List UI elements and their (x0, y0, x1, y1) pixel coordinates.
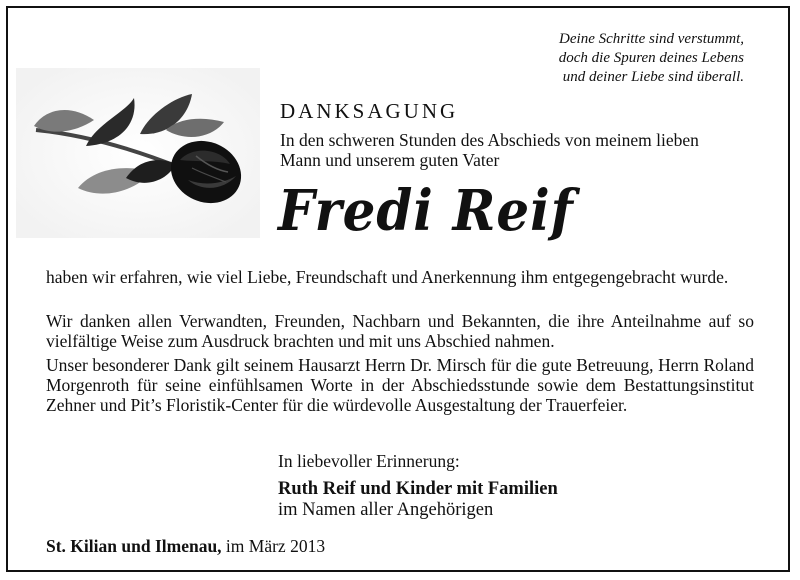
rose-image (16, 68, 260, 238)
date-text: im März 2013 (225, 536, 326, 556)
paragraph-thanks: haben wir erfahren, wie viel Liebe, Freundschaft und Anerkennung ihm entgegengebracht wurde. (46, 267, 729, 287)
place-name: St. Kilian und Ilmenau, (46, 536, 222, 556)
intro-line: Mann und unserem guten Vater (280, 150, 500, 170)
deceased-name: Fredi Reif (278, 178, 574, 244)
signers-subline: im Namen aller Angehörigen (278, 500, 494, 520)
place-date-line (46, 536, 325, 556)
paragraph-relatives: Wir danken allen Verwandten, Freunden, Nachbarn und Bekannten, die ihre Anteilnahme auf so vielfältige Weise zum Ausdruck brachten und mit uns Abschied nahmen. (46, 311, 754, 351)
closing-line: In liebevoller Erinnerung: (278, 451, 460, 471)
motto-line: doch die Spuren deines Lebens (558, 50, 744, 66)
intro-text (280, 130, 699, 170)
heading-title: DANKSAGUNG (280, 99, 459, 123)
paragraph-special-thanks: Unser besonderer Dank gilt seinem Hausarzt Herrn Dr. Mirsch für die gute Betreuung, Herrn Roland Morgenroth für seine einfühlsamen Worte in der Abschiedsstunde sowie dem Bestattungsinstitut Zehner und Pit’s Floristik-Center für die würdevolle Ausgestaltung der Trauerfeier. (46, 355, 754, 415)
motto-line: Deine Schritte sind verstummt, (559, 31, 744, 47)
motto-verse (514, 30, 744, 87)
intro-line: In den schweren Stunden des Abschieds von meinem lieben (280, 130, 699, 150)
signers-names: Ruth Reif und Kinder mit Familien (278, 479, 558, 499)
motto-line: und deiner Liebe sind überall. (562, 69, 744, 85)
